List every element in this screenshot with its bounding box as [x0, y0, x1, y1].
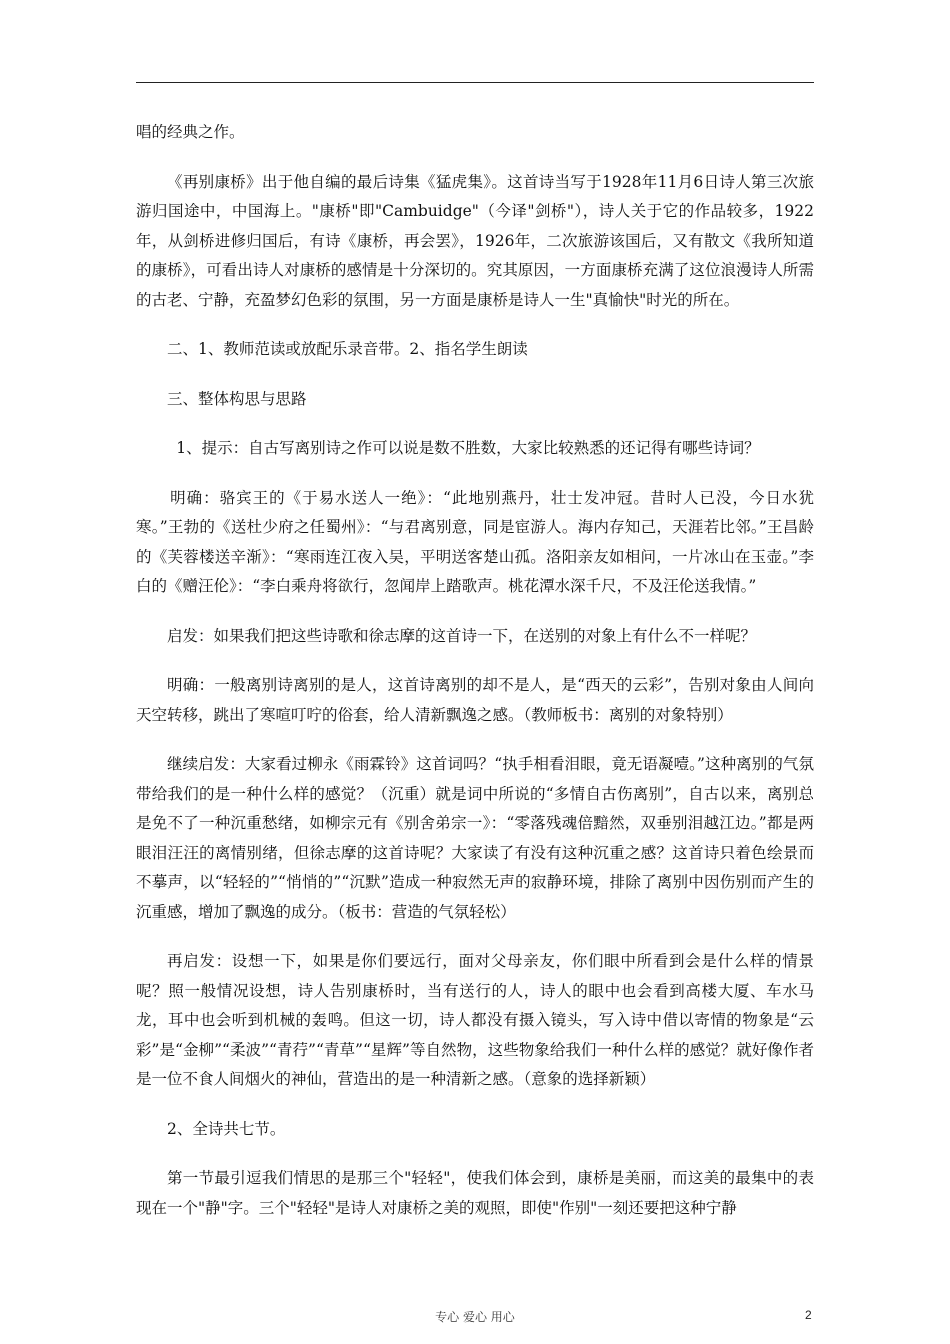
- page-number: 2: [805, 1308, 812, 1322]
- document-body: [136, 118, 814, 1243]
- section-item-2: 2、全诗共七节。: [167, 1119, 286, 1138]
- header-rule: [136, 82, 814, 83]
- paragraph-continuation: 唱的经典之作。: [136, 123, 245, 141]
- answer-poems: 明确：骆宾王的《于易水送人一绝》：“此地别燕丹，壮士发冲冠。昔时人已没，今日水犹寒。”王勃的《送杜少府之任蜀州》：“与君离别意，同是宦游人。海内存知己，天涯若比邻。”王昌龄的《芙蓉楼送辛渐》：“寒雨连江夜入吴，平明送客楚山孤。洛阳亲友如相问，一片冰山在玉壶。”李白的《赠汪伦》：“李白乘舟将欲行，忽闻岸上踏歌声。桃花潭水深千尺，不及汪伦送我情。”: [136, 488, 814, 595]
- inspiration-2: 继续启发：大家看过柳永《雨霖铃》这首词吗？“执手相看泪眼，竟无语凝噎。”这种离别的气氛带给我们的是一种什么样的感觉？（沉重）就是词中所说的“多情自古伤离别”，自古以来，离别总是免不了一种沉重愁绪，如柳宗元有《别舍弟宗一》：“零落残魂倍黯然，双垂别泪越江边。”都是两眼泪汪汪的离情别绪，但徐志摩的这首诗呢？大家读了有没有这种沉重之感？这首诗只着色绘景而不摹声，以“轻轻的”“悄悄的”“沉默”造成一种寂然无声的寂静环境，排除了离别中因伤别而产生的沉重感，增加了飘逸的成分。（板书：营造的气氛轻松）: [136, 755, 814, 921]
- footer-motto: 专心 爱心 用心: [435, 1310, 515, 1324]
- section-heading-2: 二、1、教师范读或放配乐录音带。2、指名学生朗读: [167, 340, 528, 358]
- section-heading-3: 三、整体构思与思路: [167, 389, 307, 408]
- inspiration-1: 启发：如果我们把这些诗歌和徐志摩的这首诗一下，在送别的对象上有什么不一样呢？: [167, 626, 757, 645]
- paragraph-background: 《再别康桥》出于他自编的最后诗集《猛虎集》。这首诗当写于1928年11月6日诗人第三次旅游归国途中，中国海上。"康桥"即"Cambuidge"（今译"剑桥"），诗人关于它的作品较多，1922年，从剑桥进修归国后，有诗《康桥，再会罢》，1926年，二次旅游该国后，又有散文《我所知道的康桥》，可看出诗人对康桥的感情是十分深切的。究其原因，一方面康桥充满了这位浪漫诗人所需的古老、宁静，充盈梦幻色彩的氛围，另一方面是康桥是诗人一生"真愉快"时光的所在。: [136, 172, 814, 309]
- prompt-1: 1、提示：自古写离别诗之作可以说是数不胜数，大家比较熟悉的还记得有哪些诗词？: [176, 439, 760, 457]
- inspiration-3: 再启发：设想一下，如果是你们要远行，面对父母亲友，你们眼中所看到会是什么样的情景呢？照一般情况设想，诗人告别康桥时，当有送行的人，诗人的眼中也会看到高楼大厦、车水马龙，耳中也会听到机械的轰鸣。但这一切，诗人都没有摄入镜头，写入诗中借以寄情的物象是“云彩”是“金柳”“柔波”“青荇”“青草”“星辉”等自然物，这些物象给我们一种什么样的感觉？就好像作者是一位不食人间烟火的神仙，营造出的是一种清新之感。（意象的选择新颖）: [136, 952, 814, 1088]
- stanza-one-analysis: 第一节最引逗我们情思的是那三个"轻轻"，使我们体会到，康桥是美丽，而这美的最集中的表现在一个"静"字。三个"轻轻"是诗人对康桥之美的观照，即使"作别"一刻还要把这种宁静: [136, 1169, 814, 1217]
- answer-2: 明确：一般离别诗离别的是人，这首诗离别的却不是人，是“西天的云彩”，告别对象由人间向天空转移，跳出了寒喧叮咛的俗套，给人清新飘逸之感。（教师板书：离别的对象特别）: [136, 676, 814, 724]
